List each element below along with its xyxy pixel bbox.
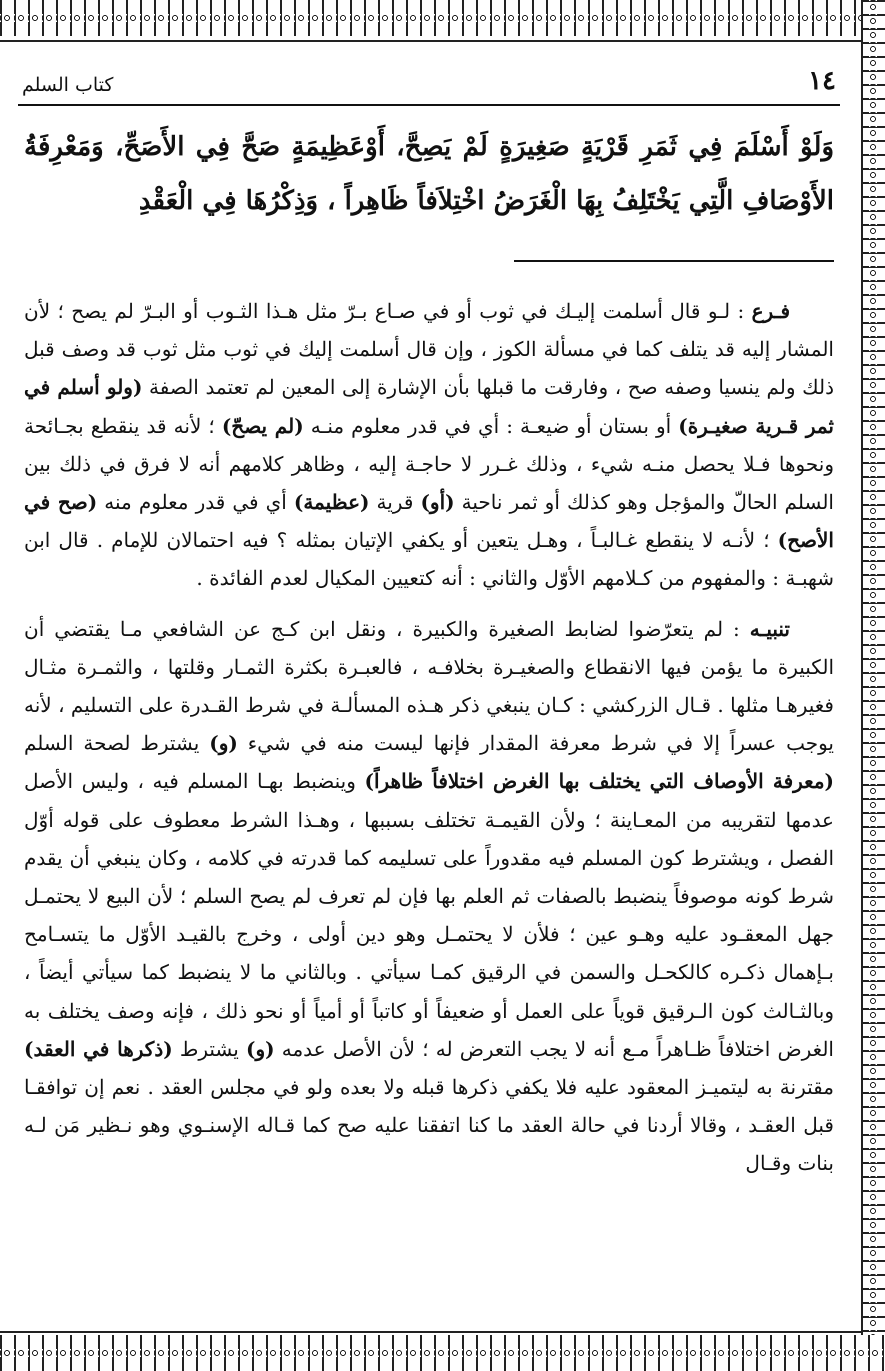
- quoted-matn: (و): [209, 731, 238, 756]
- quoted-matn: (ولو أسلم في ثمر قـرية صغيـرة): [24, 375, 834, 438]
- page-number: ١٤: [808, 66, 836, 96]
- paragraph-lead: تنبيـه: [749, 616, 790, 641]
- main-text: وَلَوْ أَسْلَمَ فِي ثَمَرِ قَرْيَةٍ صَغِيرَةٍ لَمْ يَصِحَّ، أَوْعَظِيمَةٍ صَحَّ فِي الأَصَحِّ، وَمَعْرِفَةُ الأَوْصَافِ الَّتِي يَخْتَلِفُ بِهَا الْغَرَضُ اخْتِلاَفاً ظَاهِراً ، وَذِكْرُهَا فِي الْعَقْدِ: [24, 132, 834, 216]
- commentary-text: أو بستان أو ضيعـة : أي في قدر معلوم منـه: [303, 413, 679, 438]
- quoted-matn: (صح في الأصح): [24, 490, 834, 553]
- commentary-text: ؛ لأنه قد ينقطع بجـائحة ونحوها فـلا يحصل منـه شيء ، وذلك غـرر لا حاجـة إليه ، وظاهر كلامهم أنه لا فرق في ذلك بين السلم الحالّ والمؤجل وهو كذلك أو ثمر ناحية: [24, 413, 834, 515]
- commentary-text: يشترط: [172, 1036, 246, 1061]
- commentary-text: وينضبط بهـا المسلم فيه ، وليس الأصل عدمها لتقريبه من المعـاينة ؛ ولأن القيمـة تختلف بسببها ، وهـذا الشرط معطوف على قوله أوّل الفصل ، ويشترط كون المسلم فيه مقدوراً على تسليمه كما قدرته في كلامه ، وكان ينبغي أن يقدم شرط كونه موصوفاً ينضبط بالصفات ثم العلم بها فإن لم تعرف لم يصح السلم ؛ لأن البيع لا يحتمـل جهل المعقـود عليه وهـو عين ؛ فلأن لا يحتمـل وهو دين أولى ، وخرج بالقيـد الأوّل ما يتسـامح بـإهمال ذكـره كالكحـل والسمن في الرقيق كمـا سيأتي . وبالثاني ما لا ينضبط كما سيأتي أيضاً ، وبالثـالث كون الـرقيق قوياً على العمل أو ضعيفاً أو كاتباً أو أمياً أو نحو ذلك ، فإنه وصف يختلف به الغرض اختلافاً ظـاهراً مـع أنه لا يجب التعرض له ؛ لأن الأصل عدمه: [24, 769, 834, 1061]
- running-header: [18, 44, 840, 106]
- commentary-text: ؛ لأنـه لا ينقطع غـالبـاً ، وهـل يتعين أو يكفي الإتيان بمثله ؟ فيه احتمالان للإمام . قال ابن شهبـة : والمفهوم من كـلامهم الأوّل والثاني : أنه كتعيين المكيال لعدم الفائدة .: [24, 528, 834, 591]
- book-title: كتاب السلم: [22, 74, 114, 96]
- border-rule-bottom: [0, 1331, 863, 1333]
- separator-rule: [514, 260, 834, 262]
- border-rule-top: [0, 40, 863, 42]
- quoted-matn: (أو): [420, 490, 455, 515]
- commentary-text: يشترط لصحة السلم: [24, 731, 210, 756]
- paragraph-lead: فـرع: [751, 299, 790, 323]
- commentary-text: قرية: [369, 490, 421, 515]
- ornamental-border-right: [861, 0, 885, 1371]
- ornamental-border-bottom: [0, 1335, 885, 1371]
- commentary-paragraph: [24, 610, 834, 1183]
- commentary-text: مقترنة به ليتميـز المعقود عليه فلا يكفي ذكرها قبله ولا بعده ولو في مجلس العقد . نعم إن توافقـا قبل العقـد ، وقالا أردنا في حالة العقد ما كنا اتفقنا عليه صح كما قـاله الإسنـوي وهو نـظير مَن لـه بنات وقـال: [24, 1075, 834, 1176]
- commentary-paragraph: [24, 292, 834, 598]
- commentary-text: أي في قدر معلوم منه: [97, 490, 294, 515]
- commentary: [18, 292, 840, 1183]
- commentary-text: : لـو قال أسلمت إليـك في ثوب أو في صـاع بـرّ مثل هـذا الثـوب أو البـرّ لم يصح ؛ لأن المشار إليه قد يتلف كما في مسألة الكوز ، وإن قال أسلمت إليك في ثوب مثل ثوب قد وصف قبل ذلك ولم ينسيا وصفه صح ، وفارقت ما قبلها بأن الإشارة إلى المعين لم تعتمد الصفة: [24, 299, 834, 400]
- commentary-text: : لم يتعرّضوا لضابط الصغيرة والكبيرة ، ونقل ابن كـج عن الشافعي مـا يقتضي أن الكبيرة ما يؤمن فيها الانقطاع والصغيـرة بخلافـه ، فالعبـرة بكثرة الثمـار وقلتها ، والثمـرة مثـال فغيرهـا مثلها . قـال الزركشي : كـان ينبغي ذكر هـذه المسألـة في شرط القـدرة على التسليم ، لأنه يوجب عسراً إلا في شرط معرفة المقدار فإنها ليست منه في شيء: [24, 616, 835, 756]
- quoted-matn: (عظيمة): [293, 490, 370, 515]
- quoted-matn: (و): [245, 1036, 275, 1061]
- quoted-matn: (معرفة الأوصاف التي يختلف بها الغرض اختلافاً ظاهراً): [364, 769, 835, 794]
- quoted-matn: (لم يصحّ): [221, 413, 304, 438]
- page-body: [18, 44, 840, 1324]
- ornamental-border-top: [0, 0, 885, 36]
- quoted-matn: (ذكرها في العقد): [24, 1036, 173, 1061]
